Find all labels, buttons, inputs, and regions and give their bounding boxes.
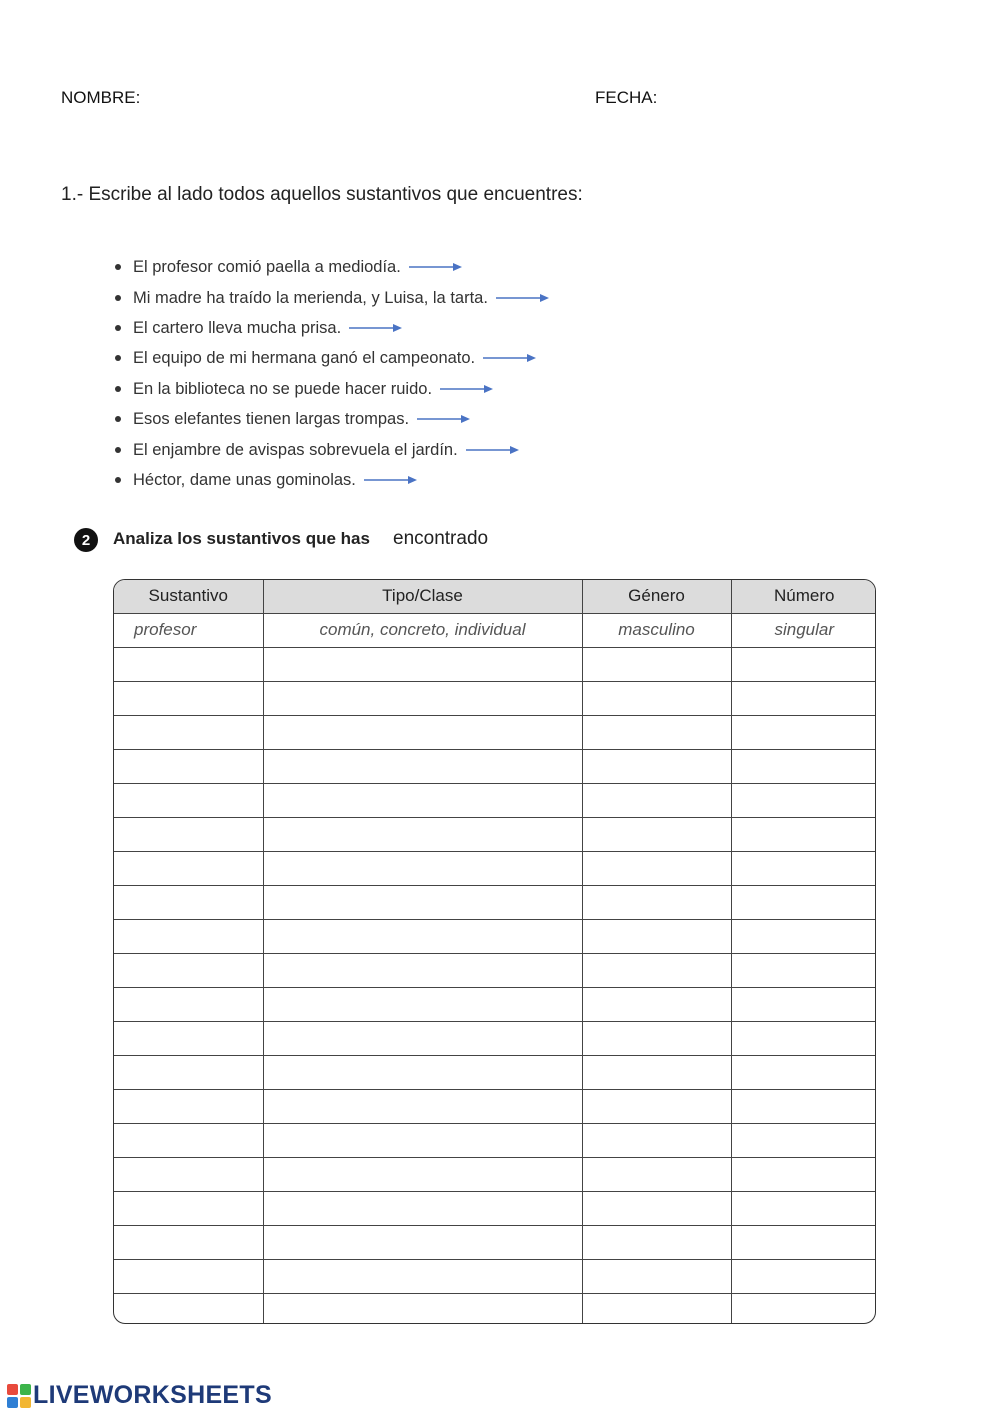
date-label: FECHA: [595, 88, 658, 107]
table-row [114, 1225, 876, 1259]
blank-cell-genero[interactable] [582, 885, 731, 919]
blank-cell-numero[interactable] [731, 1259, 876, 1293]
blank-cell-genero[interactable] [582, 1123, 731, 1157]
arrow-right-icon [440, 384, 494, 394]
blank-cell-sustantivo[interactable] [114, 1157, 263, 1191]
blank-cell-sustantivo[interactable] [114, 817, 263, 851]
blank-cell-tipo-clase[interactable] [263, 1055, 582, 1089]
table-row [114, 1191, 876, 1225]
sentence-text: Mi madre ha traído la merienda, y Luisa, la tarta. [133, 288, 488, 307]
blank-cell-genero[interactable] [582, 1293, 731, 1324]
blank-cell-genero[interactable] [582, 1225, 731, 1259]
blank-cell-numero[interactable] [731, 1191, 876, 1225]
sentence-text: Héctor, dame unas gominolas. [133, 470, 356, 489]
bullet-icon [115, 447, 121, 453]
exercise-1-title: 1.- Escribe al lado todos aquellos sustantivos que encuentres: [61, 184, 583, 205]
blank-cell-genero[interactable] [582, 1259, 731, 1293]
blank-cell-tipo-clase[interactable] [263, 1293, 582, 1324]
example-tipo-clase: común, concreto, individual [263, 613, 582, 647]
blank-cell-tipo-clase[interactable] [263, 987, 582, 1021]
header-genero: Género [582, 580, 731, 613]
blank-cell-tipo-clase[interactable] [263, 749, 582, 783]
table-row [114, 1021, 876, 1055]
blank-cell-genero[interactable] [582, 851, 731, 885]
list-item [112, 434, 550, 464]
table-row [114, 783, 876, 817]
blank-cell-sustantivo[interactable] [114, 987, 263, 1021]
sentence-text: El cartero lleva mucha prisa. [133, 318, 342, 337]
blank-cell-sustantivo[interactable] [114, 647, 263, 681]
blank-cell-tipo-clase[interactable] [263, 851, 582, 885]
list-item [112, 282, 550, 312]
blank-cell-genero[interactable] [582, 647, 731, 681]
bullet-icon [115, 325, 121, 331]
blank-cell-numero[interactable] [731, 1055, 876, 1089]
blank-cell-tipo-clase[interactable] [263, 1191, 582, 1225]
table-row [114, 1157, 876, 1191]
list-item [112, 343, 550, 373]
header-tipo-clase: Tipo/Clase [263, 580, 582, 613]
blank-cell-tipo-clase[interactable] [263, 1225, 582, 1259]
arrow-right-icon [466, 445, 520, 455]
blank-cell-tipo-clase[interactable] [263, 953, 582, 987]
arrow-right-icon [417, 414, 471, 424]
blank-cell-genero[interactable] [582, 919, 731, 953]
blank-cell-sustantivo[interactable] [114, 715, 263, 749]
blank-cell-numero[interactable] [731, 817, 876, 851]
analysis-table-frame [113, 579, 876, 1324]
bullet-icon [115, 264, 121, 270]
blank-cell-numero[interactable] [731, 715, 876, 749]
blank-cell-genero[interactable] [582, 987, 731, 1021]
table-row [114, 749, 876, 783]
blank-cell-sustantivo[interactable] [114, 1191, 263, 1225]
arrow-right-icon [364, 475, 418, 485]
blank-cell-tipo-clase[interactable] [263, 919, 582, 953]
blank-cell-numero[interactable] [731, 1293, 876, 1324]
logo-text: LIVEWORKSHEETS [33, 1381, 272, 1409]
blank-cell-numero[interactable] [731, 851, 876, 885]
sentence-text: El profesor comió paella a mediodía. [133, 258, 401, 277]
blank-cell-sustantivo[interactable] [114, 885, 263, 919]
example-numero: singular [731, 613, 876, 647]
table-row [114, 1055, 876, 1089]
blank-cell-tipo-clase[interactable] [263, 681, 582, 715]
example-genero: masculino [582, 613, 731, 647]
blank-cell-sustantivo[interactable] [114, 1021, 263, 1055]
example-row [114, 613, 876, 647]
blank-cell-numero[interactable] [731, 1123, 876, 1157]
blank-cell-sustantivo[interactable] [114, 783, 263, 817]
blank-cell-genero[interactable] [582, 1055, 731, 1089]
table-row [114, 715, 876, 749]
table-row [114, 987, 876, 1021]
liveworksheets-logo [7, 1381, 272, 1410]
blank-cell-genero[interactable] [582, 817, 731, 851]
bullet-icon [115, 355, 121, 361]
exercise-2-number-badge: 2 [74, 528, 98, 552]
table-row [114, 681, 876, 715]
blank-cell-numero[interactable] [731, 749, 876, 783]
table-header-row [114, 580, 876, 613]
blank-cell-genero[interactable] [582, 1191, 731, 1225]
blank-cell-numero[interactable] [731, 919, 876, 953]
blank-cell-numero[interactable] [731, 1157, 876, 1191]
list-item [112, 313, 550, 343]
blank-cell-sustantivo[interactable] [114, 1259, 263, 1293]
blank-cell-sustantivo[interactable] [114, 749, 263, 783]
analysis-table [114, 580, 876, 1324]
list-item [112, 404, 550, 434]
blank-cell-tipo-clase[interactable] [263, 885, 582, 919]
blank-cell-numero[interactable] [731, 1021, 876, 1055]
blank-cell-genero[interactable] [582, 749, 731, 783]
exercise-2-title-end: encontrado [393, 528, 489, 549]
bullet-icon [115, 416, 121, 422]
blank-cell-tipo-clase[interactable] [263, 1089, 582, 1123]
blank-cell-tipo-clase[interactable] [263, 1259, 582, 1293]
blank-cell-tipo-clase[interactable] [263, 647, 582, 681]
blank-cell-sustantivo[interactable] [114, 1225, 263, 1259]
header-sustantivo: Sustantivo [114, 580, 263, 613]
arrow-right-icon [483, 353, 537, 363]
list-item [112, 465, 550, 495]
bullet-icon [115, 477, 121, 483]
blank-cell-numero[interactable] [731, 885, 876, 919]
sentence-text: El enjambre de avispas sobrevuela el jardín. [133, 440, 458, 459]
blank-cell-sustantivo[interactable] [114, 953, 263, 987]
blank-cell-sustantivo[interactable] [114, 851, 263, 885]
blank-cell-genero[interactable] [582, 1089, 731, 1123]
blank-cell-numero[interactable] [731, 647, 876, 681]
table-row [114, 851, 876, 885]
list-item [112, 374, 550, 404]
blank-cell-sustantivo[interactable] [114, 919, 263, 953]
blank-cell-sustantivo[interactable] [114, 1089, 263, 1123]
table-row [114, 647, 876, 681]
sentence-text: En la biblioteca no se puede hacer ruido. [133, 379, 433, 398]
arrow-right-icon [409, 262, 463, 272]
blank-cell-tipo-clase[interactable] [263, 1123, 582, 1157]
sentence-list [112, 252, 550, 495]
blank-cell-genero[interactable] [582, 783, 731, 817]
sentence-text: El equipo de mi hermana ganó el campeonato. [133, 349, 476, 368]
name-label: NOMBRE: [61, 88, 141, 107]
bullet-icon [115, 295, 121, 301]
list-item [112, 252, 550, 282]
exercise-2-title: Analiza los sustantivos que has [113, 529, 370, 548]
blank-cell-sustantivo[interactable] [114, 1123, 263, 1157]
table-row [114, 885, 876, 919]
table-row [114, 1123, 876, 1157]
table-row [114, 1293, 876, 1324]
arrow-right-icon [349, 323, 403, 333]
blank-cell-tipo-clase[interactable] [263, 817, 582, 851]
table-row [114, 1259, 876, 1293]
header-numero: Número [731, 580, 876, 613]
table-row [114, 953, 876, 987]
example-sustantivo: profesor [114, 613, 263, 647]
table-row [114, 1089, 876, 1123]
blank-cell-tipo-clase[interactable] [263, 715, 582, 749]
blank-cell-tipo-clase[interactable] [263, 1157, 582, 1191]
table-row [114, 919, 876, 953]
table-row [114, 817, 876, 851]
blank-cell-sustantivo[interactable] [114, 1293, 263, 1324]
logo-blocks-icon [7, 1384, 31, 1408]
blank-cell-genero[interactable] [582, 1157, 731, 1191]
blank-cell-genero[interactable] [582, 953, 731, 987]
blank-cell-sustantivo[interactable] [114, 1055, 263, 1089]
blank-cell-numero[interactable] [731, 783, 876, 817]
blank-cell-numero[interactable] [731, 1089, 876, 1123]
blank-cell-genero[interactable] [582, 1021, 731, 1055]
sentence-text: Esos elefantes tienen largas trompas. [133, 410, 410, 429]
blank-cell-genero[interactable] [582, 715, 731, 749]
blank-cell-tipo-clase[interactable] [263, 783, 582, 817]
blank-cell-tipo-clase[interactable] [263, 1021, 582, 1055]
blank-cell-sustantivo[interactable] [114, 681, 263, 715]
arrow-right-icon [496, 293, 550, 303]
blank-cell-numero[interactable] [731, 681, 876, 715]
blank-cell-genero[interactable] [582, 681, 731, 715]
blank-cell-numero[interactable] [731, 987, 876, 1021]
blank-cell-numero[interactable] [731, 1225, 876, 1259]
blank-cell-numero[interactable] [731, 953, 876, 987]
bullet-icon [115, 386, 121, 392]
